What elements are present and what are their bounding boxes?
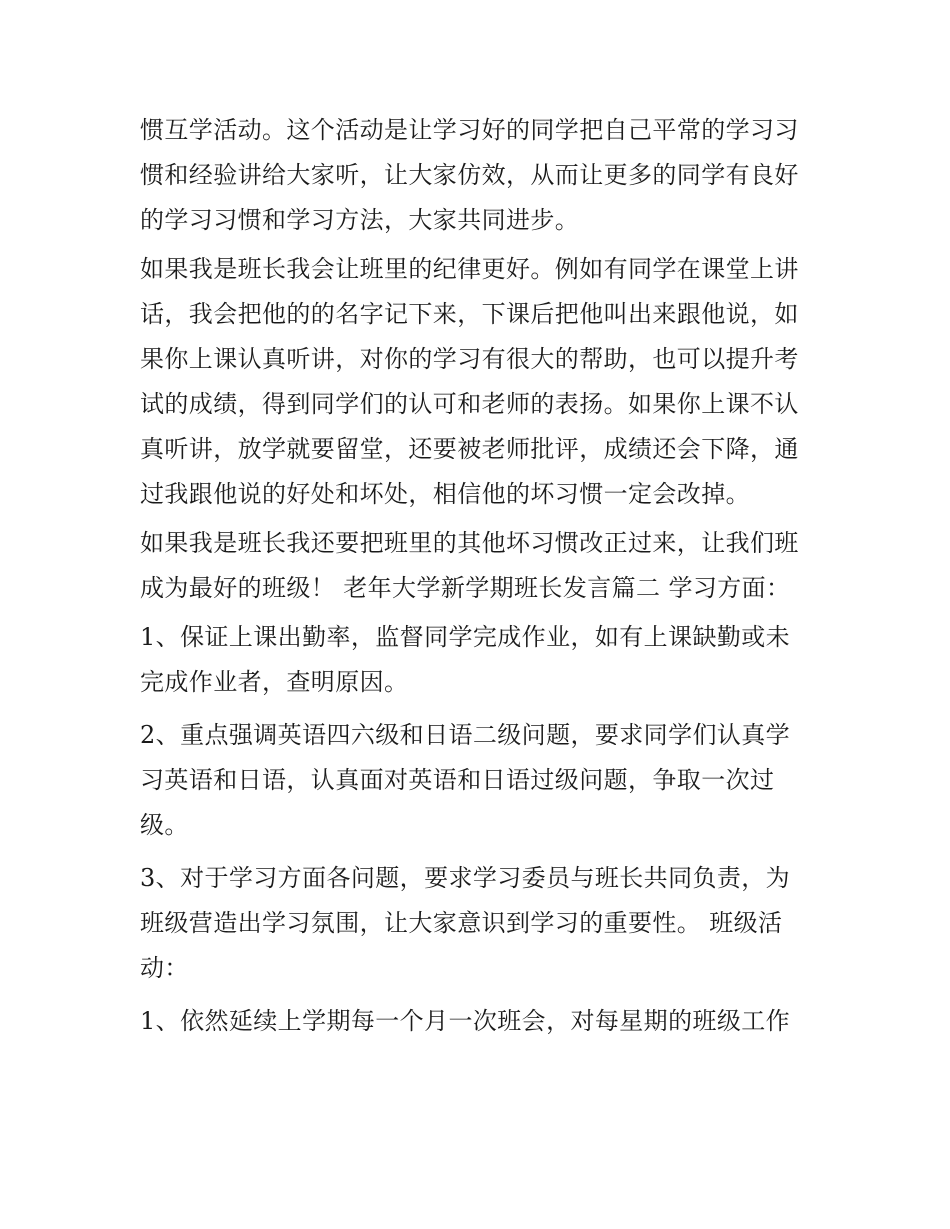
text-line: 惯互学活动。这个活动是让学习好的同学把自己平常的学习习 bbox=[140, 116, 799, 144]
text-line: 过我跟他说的好处和坏处，相信他的坏习惯一定会改掉。 bbox=[140, 480, 750, 508]
text-line: 话，我会把他的的名字记下来，下课后把他叫出来跟他说，如 bbox=[140, 300, 799, 328]
list-item: 1、保证上课出勤率，监督同学完成作业，如有上课缺勤或未 bbox=[140, 623, 791, 651]
text-line: 完成作业者，查明原因。 bbox=[140, 668, 409, 696]
text-line: 真听讲，放学就要留堂，还要被老师批评，成绩还会下降，通 bbox=[140, 435, 799, 463]
list-item: 2、重点强调英语四六级和日语二级问题，要求同学们认真学 bbox=[140, 721, 791, 749]
text-line: 习英语和日语，认真面对英语和日语过级问题，争取一次过 bbox=[140, 766, 775, 794]
list-item: 3、对于学习方面各问题，要求学习委员与班长共同负责，为 bbox=[140, 864, 791, 892]
text-line: 班级营造出学习氛围，让大家意识到学习的重要性。 班级活 bbox=[140, 909, 783, 937]
text-line: 成为最好的班级！ 老年大学新学期班长发言篇二 学习方面： bbox=[140, 574, 791, 602]
text-line: 动： bbox=[140, 954, 189, 982]
text-line: 果你上课认真听讲，对你的学习有很大的帮助，也可以提升考 bbox=[140, 345, 799, 373]
text-line: 的学习习惯和学习方法，大家共同进步。 bbox=[140, 206, 580, 234]
text-line: 如果我是班长我会让班里的纪律更好。例如有同学在课堂上讲 bbox=[140, 255, 799, 283]
list-item: 1、依然延续上学期每一个月一次班会，对每星期的班级工作 bbox=[140, 1007, 791, 1035]
document-body bbox=[140, 108, 820, 1044]
text-line: 惯和经验讲给大家听，让大家仿效，从而让更多的同学有良好 bbox=[140, 161, 799, 189]
text-line: 如果我是班长我还要把班里的其他坏习惯改正过来，让我们班 bbox=[140, 529, 799, 557]
text-line: 级。 bbox=[140, 811, 189, 839]
text-line: 试的成绩，得到同学们的认可和老师的表扬。如果你上课不认 bbox=[140, 390, 799, 418]
